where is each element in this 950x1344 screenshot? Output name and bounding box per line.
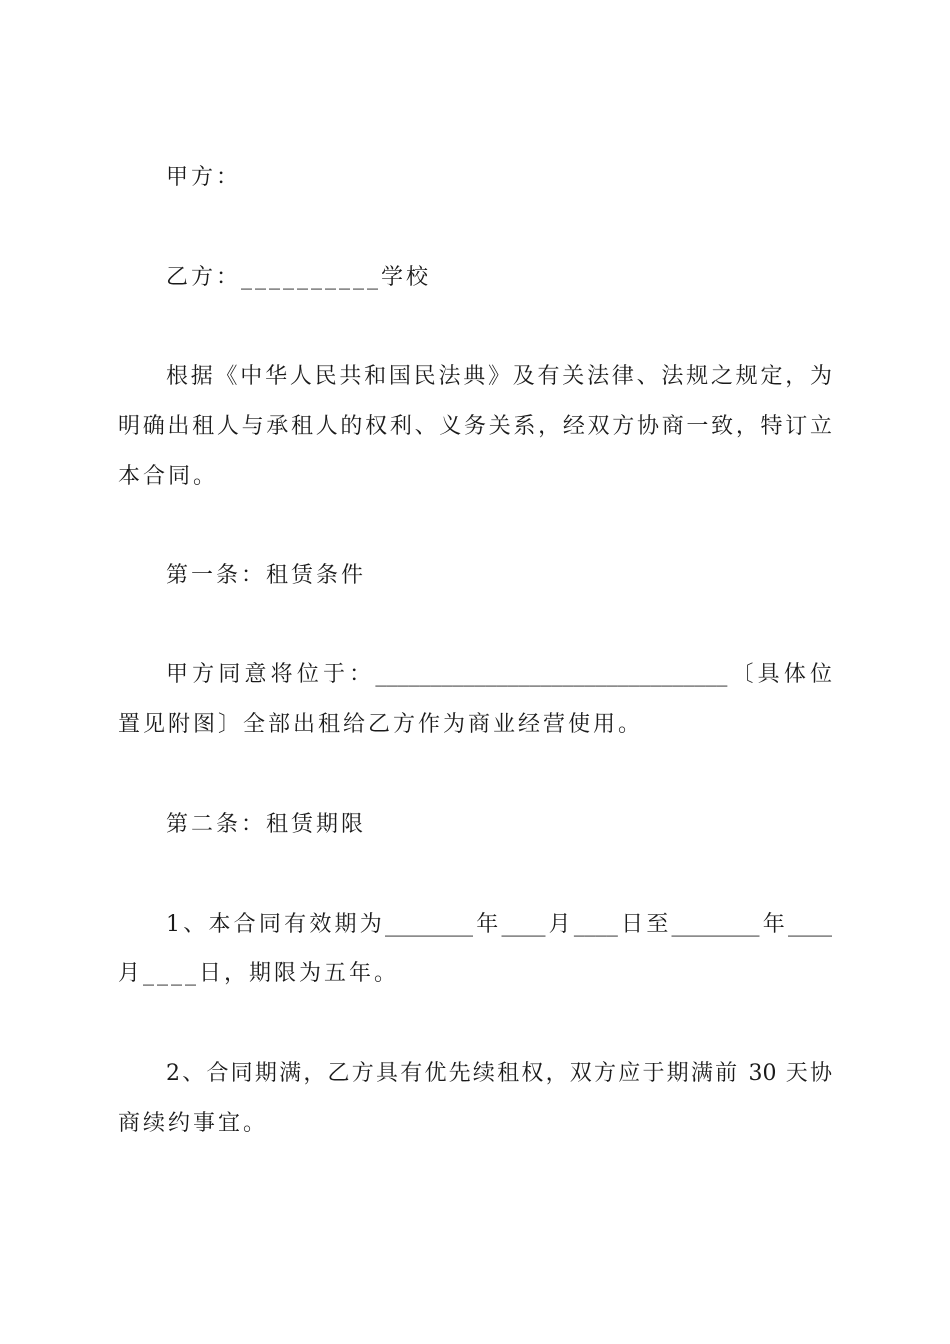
article-1-body-line-1: 甲方同意将位于：________________________________〔具体位 xyxy=(166,662,832,687)
article-2-item-1-line-1: 1、本合同有效期为________年____月____日至________年____ xyxy=(166,912,832,937)
preamble-line-2: 明确出租人与承租人的权利、义务关系，经双方协商一致，特订立 xyxy=(118,414,832,439)
preamble-line-3: 本合同。 xyxy=(118,464,219,489)
article-2-title: 第二条：租赁期限 xyxy=(166,812,367,837)
preamble-line-1: 根据《中华人民共和国民法典》及有关法律、法规之规定，为 xyxy=(166,364,832,389)
article-2-item-2-line-1: 2、合同期满，乙方具有优先续租权，双方应于期满前 30 天协 xyxy=(166,1061,832,1086)
party-b-line: 乙方：__________学校 xyxy=(166,265,432,290)
article-1-title: 第一条：租赁条件 xyxy=(166,563,367,588)
article-2-item-2-line-2: 商续约事宜。 xyxy=(118,1111,269,1136)
party-a-line: 甲方： xyxy=(166,165,242,190)
article-2-item-1-line-2: 月____日，期限为五年。 xyxy=(118,961,400,986)
article-1-body-line-2: 置见附图〕全部出租给乙方作为商业经营使用。 xyxy=(118,712,644,737)
